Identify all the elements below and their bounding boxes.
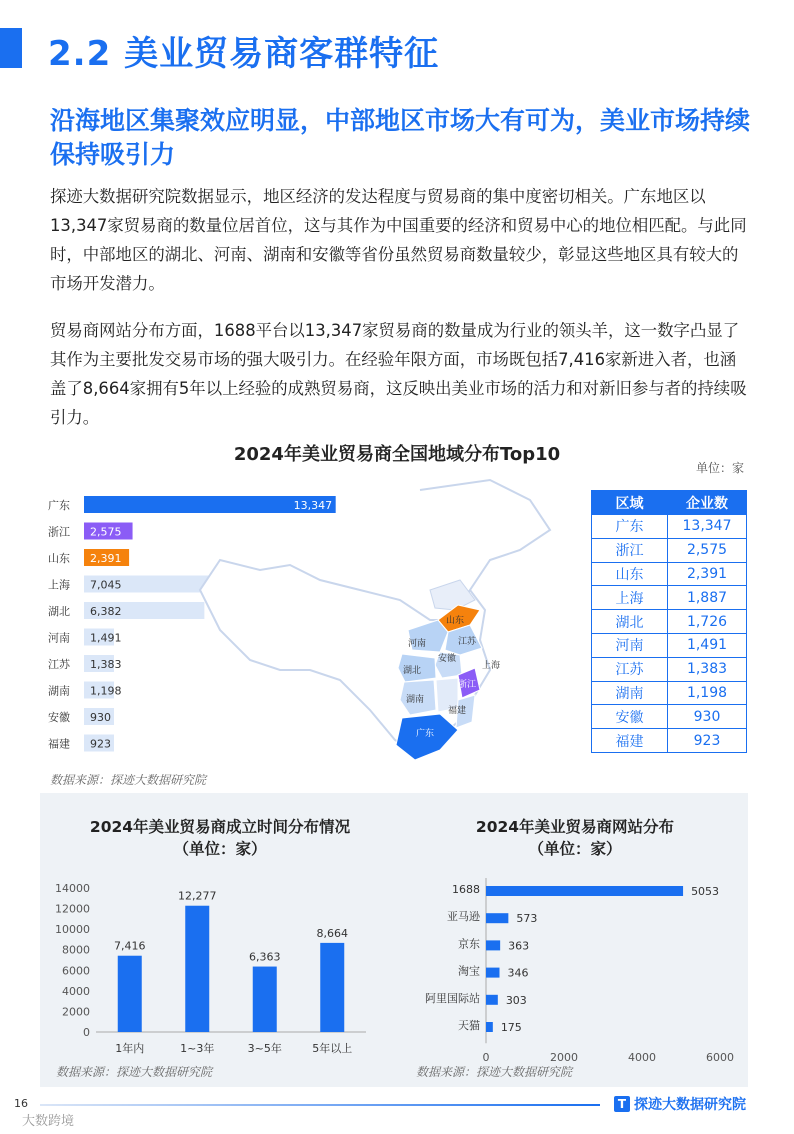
website-bar [486, 886, 683, 896]
table-cell-region: 浙江 [592, 538, 668, 562]
x-tick-label: 0 [482, 1051, 490, 1065]
website-bar-chart [410, 870, 750, 1070]
table-row [592, 681, 747, 705]
unit-label: 单位：家 [695, 461, 744, 475]
region-axis-label: 江苏 [48, 658, 70, 671]
region-bar-label: 930 [90, 711, 111, 724]
section-subtitle: 沿海地区集聚效应明显，中部地区市场大有可为，美业市场持续保持吸引力 [50, 106, 751, 169]
y-tick-label: 0 [83, 1026, 90, 1039]
table-cell-region: 河南 [592, 633, 668, 657]
table-row [592, 633, 747, 657]
y-tick-label: 14000 [55, 882, 90, 895]
table-cell-region: 安徽 [592, 705, 668, 729]
website-bar-label: 573 [516, 912, 538, 926]
website-axis-label: 1688 [452, 883, 480, 896]
region-source-note: 数据来源：探迹大数据研究院 [50, 773, 207, 787]
table-cell-region: 广东 [592, 515, 668, 539]
region-axis-label: 福建 [48, 737, 70, 751]
table-row [592, 657, 747, 681]
website-axis-label: 天猫 [458, 1019, 480, 1032]
website-chart-unit: （单位：家） [528, 840, 622, 858]
region-bar-label: 7,045 [90, 578, 122, 592]
region-axis-label: 山东 [48, 552, 70, 565]
x-tick-label: 6000 [706, 1051, 734, 1065]
table-row [592, 610, 747, 634]
region-bar-label: 2,391 [90, 552, 122, 565]
map-label-guangdong: 广东 [416, 729, 435, 739]
table-cell-region: 福建 [592, 729, 668, 753]
website-axis-label: 亚马逊 [447, 910, 480, 924]
website-bar-label: 346 [507, 966, 529, 980]
china-map [190, 470, 580, 770]
region-chart-title: 2024年美业贸易商全国地域分布Top10 [233, 444, 561, 465]
page-number: 16 [14, 1097, 28, 1110]
table-header-region: 区域 [592, 491, 668, 515]
website-axis-label: 阿里国际站 [425, 991, 480, 1005]
table-header-count: 企业数 [668, 491, 747, 515]
footer-divider [40, 1104, 600, 1106]
table-cell-count: 13,347 [668, 515, 747, 539]
y-tick-label: 6000 [62, 964, 90, 978]
table-cell-count: 1,887 [668, 586, 747, 610]
founding-bar [253, 967, 277, 1032]
x-tick-label: 1年内 [115, 1042, 145, 1055]
map-label-henan: 河南 [408, 639, 427, 649]
map-label-zhejiang: 浙江 [458, 680, 477, 690]
founding-source-note: 数据来源：探迹大数据研究院 [56, 1065, 213, 1079]
body-paragraph-2: 贸易商网站分布方面，1688平台以13,347家贸易商的数量成为行业的领头羊，这一数字凸显了其作为主要批发交易市场的强大吸引力。在经验年限方面，市场既包括7,416家新进入者，也涵盖了8,664家拥有5年以上经验的成熟贸易商，这反映出美业市场的活力和对新旧参与者的持续吸引力。 [50, 321, 747, 427]
map-label-jiangsu: 江苏 [458, 637, 477, 647]
region-axis-label: 安徽 [48, 711, 70, 724]
table-row [592, 729, 747, 753]
website-bar [486, 968, 499, 978]
table-cell-count: 1,198 [668, 681, 747, 705]
x-tick-label: 2000 [550, 1051, 578, 1065]
table-cell-count: 2,575 [668, 538, 747, 562]
table-row [592, 515, 747, 539]
map-label-fujian: 福建 [448, 706, 467, 716]
founding-bar-label: 7,416 [114, 939, 146, 953]
founding-chart-title-text: 2024年美业贸易商成立时间分布情况 [89, 818, 351, 836]
x-tick-label: 3~5年 [247, 1042, 282, 1055]
footer-brand [614, 1094, 746, 1114]
website-bar [486, 940, 500, 950]
table-cell-count: 930 [668, 705, 747, 729]
region-bar-label: 2,575 [90, 525, 122, 539]
y-tick-label: 4000 [62, 984, 90, 998]
table-row [592, 562, 747, 586]
x-tick-label: 1~3年 [180, 1042, 215, 1055]
y-tick-label: 8000 [62, 943, 90, 957]
region-table [591, 490, 747, 753]
y-tick-label: 12000 [55, 902, 90, 916]
website-chart-title-text: 2024年美业贸易商网站分布 [475, 818, 675, 836]
table-cell-count: 923 [668, 729, 747, 753]
founding-chart-title [40, 816, 400, 860]
table-header-row [592, 491, 747, 515]
table-cell-count: 1,726 [668, 610, 747, 634]
map-label-shanghai: 上海 [482, 661, 501, 671]
region-bar-label: 1,491 [90, 631, 122, 645]
website-bar [486, 913, 508, 923]
region-axis-label: 湖南 [48, 684, 70, 698]
region-bar-label: 1,383 [90, 658, 122, 671]
page-title: 2.2 美业贸易商客群特征 [48, 34, 440, 74]
map-outline [200, 480, 550, 755]
brand-logo-icon: T [614, 1096, 630, 1112]
founding-bar [118, 956, 142, 1032]
region-bar-label: 1,198 [90, 684, 122, 698]
website-bar [486, 995, 498, 1005]
y-tick-label: 10000 [55, 923, 90, 937]
table-row [592, 538, 747, 562]
region-bar-label: 13,347 [293, 499, 333, 512]
region-axis-label: 上海 [48, 578, 70, 592]
website-bar-label: 5053 [691, 885, 720, 898]
website-bar [486, 1022, 493, 1032]
region-axis-label: 湖北 [48, 605, 70, 618]
website-chart-title [400, 816, 750, 860]
table-row [592, 705, 747, 729]
table-row [592, 586, 747, 610]
map-label-hubei: 湖北 [403, 666, 422, 676]
table-cell-region: 上海 [592, 586, 668, 610]
region-bar-label: 923 [90, 737, 111, 751]
table-cell-region: 湖北 [592, 610, 668, 634]
website-axis-label: 京东 [458, 937, 480, 951]
founding-chart-unit: （单位：家） [173, 840, 267, 858]
website-source-note: 数据来源：探迹大数据研究院 [416, 1065, 573, 1079]
map-label-shandong: 山东 [446, 616, 465, 626]
founding-time-bar-chart [48, 870, 388, 1070]
region-axis-label: 浙江 [48, 525, 70, 539]
website-bar-label: 303 [505, 993, 527, 1007]
table-cell-count: 1,383 [668, 657, 747, 681]
website-bar-label: 363 [508, 939, 530, 953]
founding-bar-label: 6,363 [249, 950, 281, 964]
founding-bar [320, 943, 344, 1032]
body-paragraph-1: 探迹大数据研究院数据显示，地区经济的发达程度与贸易商的集中度密切相关。广东地区以13,347家贸易商的数量位居首位，这与其作为中国重要的经济和贸易中心的地位相匹配。与此同时，中部地区的湖北、河南、湖南和安徽等省份虽然贸易商数量较少，彰显这些地区具有较大的市场开发潜力。 [50, 187, 747, 293]
x-tick-label: 5年以上 [312, 1042, 353, 1055]
x-tick-label: 4000 [628, 1051, 656, 1065]
website-bar-label: 175 [500, 1021, 522, 1034]
website-axis-label: 淘宝 [458, 964, 480, 978]
founding-bar-label: 12,277 [178, 889, 217, 903]
founding-bar [185, 906, 209, 1032]
table-cell-count: 2,391 [668, 562, 747, 586]
brand-name: 探迹大数据研究院 [634, 1097, 746, 1113]
founding-bar-label: 8,664 [316, 926, 348, 940]
y-tick-label: 2000 [62, 1005, 90, 1019]
table-cell-region: 湖南 [592, 681, 668, 705]
region-bar-label: 6,382 [90, 605, 122, 618]
table-cell-region: 江苏 [592, 657, 668, 681]
watermark: 大数跨境 [22, 1114, 75, 1129]
region-axis-label: 河南 [48, 631, 70, 645]
table-cell-count: 1,491 [668, 633, 747, 657]
map-label-anhui: 安徽 [438, 654, 457, 664]
region-axis-label: 广东 [48, 499, 70, 512]
table-cell-region: 山东 [592, 562, 668, 586]
map-label-hunan: 湖南 [406, 695, 425, 705]
accent-bar [0, 28, 22, 68]
